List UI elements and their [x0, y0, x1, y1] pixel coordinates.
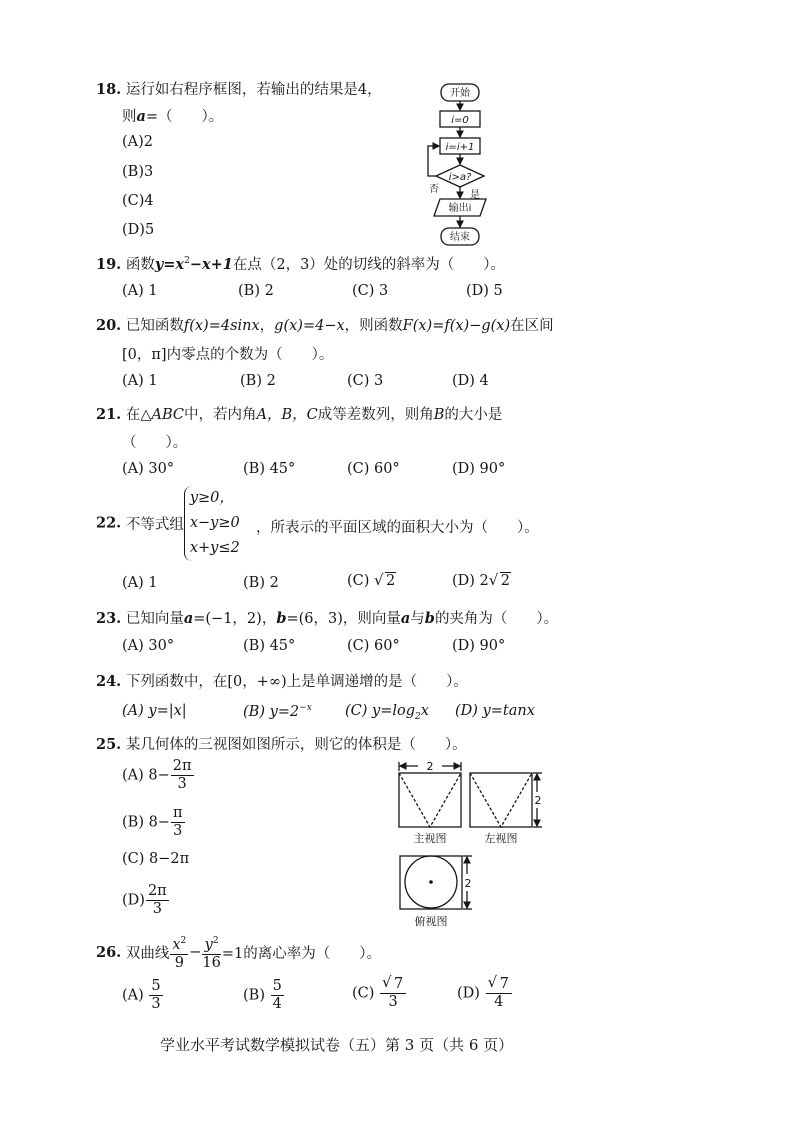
q19-p1: 函数 [125, 257, 155, 273]
q26-option-a [122, 978, 164, 1013]
q23-vec-b: b [276, 610, 287, 627]
q21-number: 21. [96, 406, 122, 423]
q22-p1: 不等式组 [125, 517, 184, 533]
q21-p4: 的大小是 [444, 407, 503, 423]
q18-var-a: a [136, 108, 146, 125]
q26-frac-y [202, 933, 220, 972]
q23-p1: 已知向量 [125, 611, 184, 627]
q26-frac-x [170, 933, 188, 972]
front-view-square [399, 773, 461, 827]
q25-stem [96, 733, 467, 754]
q20-option-d: (D) 4 [452, 373, 489, 389]
q18-stem-line2 [122, 105, 223, 126]
q18-number: 18. [96, 81, 122, 98]
q21-p1: 在△ [125, 407, 152, 423]
q23-p5: 的夹角为（ ）。 [434, 611, 559, 627]
q20-stem-line2: [0，π]内零点的个数为（ ）。 [122, 347, 334, 363]
flow-no-label: 否 [429, 184, 439, 195]
q20-option-a: (A) 1 [122, 373, 158, 389]
q24-b-text: (B) y=2 [243, 703, 300, 720]
q21-p2: 中，若内角 [184, 407, 257, 423]
q18-stem2c: =（ ）。 [145, 109, 224, 125]
dim-top-label: 2 [426, 760, 434, 773]
q24-number: 24. [96, 673, 122, 690]
q25-b-label: (B) 8− [122, 814, 170, 831]
q26-d-radicand: 7 [499, 976, 509, 992]
q24-option-c [345, 703, 429, 722]
q20-option-c: (C) 3 [347, 373, 384, 389]
q19-p2: 在点（2，3）处的切线的斜率为（ ）。 [232, 257, 506, 273]
page-footer: 学业水平考试数学模拟试卷（五）第 3 页（共 6 页） [160, 1036, 514, 1054]
front-view-caption: 主视图 [413, 832, 447, 845]
q25-a-frac [171, 758, 194, 793]
left-view-dashed-cone [470, 773, 532, 827]
q25-b-num: π [172, 805, 183, 821]
q26-c-frac: √ 7 3 [380, 976, 406, 1011]
q26-p1: 双曲线 [125, 945, 170, 962]
q25-option-a [122, 758, 195, 793]
q18-stem-text: 运行如右程序框图，若输出的结果是4， [125, 82, 382, 98]
q25-option-d [122, 883, 170, 918]
q22-d-radicand: 2 [500, 573, 511, 589]
q23-option-a: (A) 30° [122, 638, 175, 654]
q19-stem [96, 253, 505, 274]
q25-stem-text: 某几何体的三视图如图所示，则它的体积是（ ）。 [125, 737, 467, 753]
q21-b: B [433, 407, 445, 423]
q26-b-den: 4 [272, 996, 282, 1012]
flow-start-text: 开始 [450, 88, 470, 99]
q21-angles: A，B，C [256, 407, 318, 423]
q25-a-label: (A) 8− [122, 767, 170, 784]
q26-a-num: 5 [151, 978, 161, 994]
q25-d-num: 2π [147, 883, 167, 899]
q24-option-a: (A) y=|x| [122, 703, 187, 719]
q22-c-radicand: 2 [386, 573, 396, 589]
q22-option-b: (B) 2 [243, 575, 279, 591]
q19-func: y=x [154, 256, 185, 273]
q18-option-d: (D)5 [122, 222, 155, 238]
q24-option-b [243, 703, 312, 720]
dim-bottom-label: 2 [464, 877, 472, 890]
q22-option-a: (A) 1 [122, 575, 158, 591]
q26-den-9: 9 [174, 954, 184, 971]
q23-stem [96, 607, 558, 628]
q26-option-d [457, 973, 513, 1011]
q20-option-b: (B) 2 [240, 373, 276, 389]
q24-c-text: (C) y=log [345, 703, 416, 719]
q24-option-d: (D) y=tanx [455, 703, 535, 719]
q19-option-c: (C) 3 [352, 283, 389, 299]
q23-number: 23. [96, 610, 122, 627]
q26-x: x [172, 936, 181, 953]
q22-d-label: (D) 2 [452, 573, 489, 589]
q25-a-den: 3 [177, 776, 187, 792]
q26-c-label: (C) [352, 985, 375, 1002]
q26-y: y [204, 936, 213, 953]
top-view-center-dot [429, 880, 433, 884]
q22-ineq-3: x+y≤2 [189, 540, 240, 556]
q25-option-b [122, 805, 186, 840]
q26-c-den: 3 [388, 994, 398, 1010]
q25-number: 25. [96, 736, 122, 753]
q19-option-b: (B) 2 [238, 283, 274, 299]
q21-abc: ABC [151, 407, 184, 423]
q18-stem2a: 则 [122, 109, 137, 125]
flow-output-text: 输出i [448, 203, 472, 214]
q21-stem-line2: （ ）。 [122, 435, 188, 451]
q26-a-den: 3 [151, 996, 161, 1012]
q24-b-sup: −x [299, 703, 312, 713]
q22-option-c [347, 573, 396, 589]
q20-g: g(x)=4−x [274, 318, 345, 334]
flow-step-text: i=i+1 [445, 142, 475, 153]
q24-c-sub: 2 [415, 711, 421, 722]
q21-option-a: (A) 30° [122, 461, 175, 477]
q18-flowchart [418, 80, 518, 252]
q26-c-radicand: 7 [394, 976, 404, 992]
q26-den-16: 16 [202, 954, 221, 971]
q20-stem [96, 314, 554, 335]
dim-side-label: 2 [534, 794, 542, 807]
q26-p2: =1的离心率为（ ）。 [221, 945, 381, 962]
q26-d-frac: √ 7 4 [486, 976, 512, 1011]
q19-func-b: −x+1 [189, 256, 233, 273]
q20-number: 20. [96, 317, 122, 334]
q22-ineq-2: x−y≥0 [189, 515, 240, 531]
q19-sup: 2 [184, 256, 190, 267]
q26-option-b [243, 978, 285, 1013]
flow-yes-label: 是 [470, 190, 480, 201]
q18-option-c: (C)4 [122, 193, 154, 209]
q26-b-frac [271, 978, 284, 1013]
q26-b-label: (B) [243, 987, 265, 1004]
q23-option-c: (C) 60° [347, 638, 400, 654]
q25-d-frac [146, 883, 169, 918]
flow-end-text: 结束 [450, 232, 470, 243]
flow-init-text: i=0 [451, 115, 469, 126]
q25-a-num: 2π [172, 758, 192, 774]
q24-stem [96, 670, 468, 691]
q18-option-a: (A)2 [122, 134, 154, 150]
q22-inequality-system [184, 486, 240, 561]
q26-d-label: (D) [457, 985, 480, 1002]
q20-p1: 已知函数 [125, 318, 184, 334]
q26-option-c [352, 973, 407, 1011]
q24-c-tail: x [420, 703, 429, 719]
q19-option-a: (A) 1 [122, 283, 158, 299]
q23-vec-a: a [183, 610, 194, 627]
q21-option-c: (C) 60° [347, 461, 400, 477]
q25-three-views-figure [390, 756, 560, 934]
q26-stem [96, 933, 381, 972]
left-view-caption: 左视图 [484, 832, 518, 845]
q22-c-sqrt: √ 2 [374, 571, 396, 589]
q22-number: 22. [96, 514, 122, 532]
q23-p2: =(−1，2)， [193, 611, 277, 627]
q22-option-d [452, 573, 511, 589]
q22-c-label: (C) [347, 573, 370, 589]
left-view-square [470, 773, 532, 827]
q25-d-den: 3 [152, 901, 162, 917]
q26-d-den: 4 [494, 994, 504, 1010]
q20-p4: 在区间 [510, 318, 554, 334]
q22-d-sqrt: √ 2 [488, 571, 511, 589]
q18-option-b: (B)3 [122, 164, 154, 180]
q18-stem-line1 [96, 78, 382, 99]
q25-b-frac [171, 805, 185, 840]
q20-f: f(x)=4sinx [183, 318, 260, 334]
q23-option-d: (D) 90° [452, 638, 506, 654]
q26-minus: − [189, 944, 202, 961]
q19-number: 19. [96, 256, 122, 273]
q23-p3: =(6，3)，则向量 [286, 611, 401, 627]
front-view-dashed-cone [399, 773, 461, 827]
q26-a-frac [149, 978, 162, 1013]
q20-p3: ，则函数 [344, 318, 403, 334]
q20-p2: ， [259, 318, 275, 334]
q22-ineq-1: y≥0， [189, 490, 234, 506]
q26-a-label: (A) [122, 987, 144, 1004]
q23-option-b: (B) 45° [243, 638, 296, 654]
q25-option-c: (C) 8−2π [122, 851, 190, 867]
top-view-caption: 俯视图 [414, 915, 448, 928]
q21-option-b: (B) 45° [243, 461, 296, 477]
q26-b-num: 5 [272, 978, 282, 994]
q22-stem-tail: ，所表示的平面区域的面积大小为（ ）。 [256, 520, 539, 536]
q25-b-den: 3 [173, 823, 183, 839]
q23-vec-b2: b [424, 610, 435, 627]
q23-vec-a2: a [400, 610, 411, 627]
flow-cond-text: i>a? [448, 172, 472, 183]
q26-y-sup: 2 [212, 936, 219, 946]
q21-option-d: (D) 90° [452, 461, 506, 477]
q24-stem-text: 下列函数中，在[0，+∞)上是单调递增的是（ ）。 [125, 674, 468, 690]
q26-x-sup: 2 [180, 936, 187, 946]
q22-stem [96, 486, 240, 561]
q21-p3: 成等差数列，则角 [317, 407, 434, 423]
q25-d-label: (D) [122, 892, 145, 909]
q23-p4: 与 [410, 611, 425, 627]
q21-stem [96, 403, 502, 424]
q19-option-d: (D) 5 [466, 283, 503, 299]
q20-F: F(x)=f(x)−g(x) [402, 318, 511, 334]
q26-number: 26. [96, 943, 122, 961]
